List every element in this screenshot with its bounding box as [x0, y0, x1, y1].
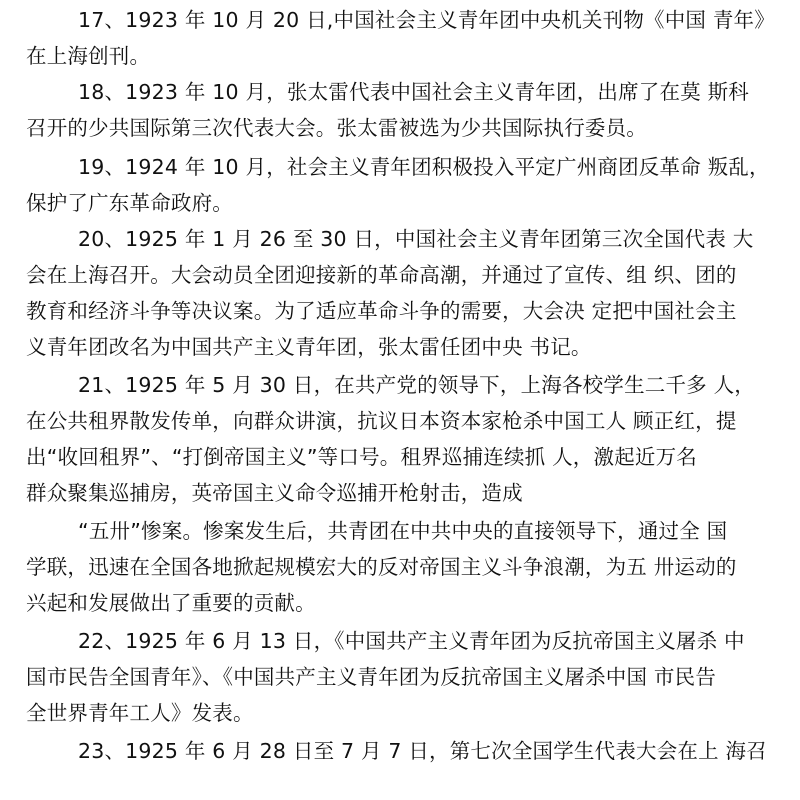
paragraph-20-line-3: 教育和经济斗争等决议案。为了适应革命斗争的需要，大会决 定把中国社会主 [26, 299, 737, 323]
paragraph-20-line-4: 义青年团改名为中国共产主义青年团，张太雷任团中央 书记。 [26, 335, 592, 359]
document-page [26, 0, 778, 800]
paragraph-19-line-1: 19、1924 年 10 月，社会主义青年团积极投入平定广州商团反革命 叛乱， [78, 155, 770, 179]
paragraph-19-line-2: 保护了广东革命政府。 [26, 191, 233, 215]
paragraph-20-line-1: 20、1925 年 1 月 26 至 30 日，中国社会主义青年团第三次全国代表 大 [78, 227, 754, 251]
paragraph-18-line-1: 18、1923 年 10 月，张太雷代表中国社会主义青年团，出席了在莫 斯科 [78, 80, 750, 104]
paragraph-22-line-2: 国市民告全国青年》、《中国共产主义青年团为反抗帝国主义屠杀中国 市民告 [26, 665, 717, 689]
paragraph-22-line-3: 全世界青年工人》发表。 [26, 701, 254, 725]
paragraph-23-line-1: 23、1925 年 6 月 28 日至 7 月 7 日，第七次全国学生代表大会在上 海召 [78, 739, 767, 763]
paragraph-21-line-6: 学联，迅速在全国各地掀起规模宏大的反对帝国主义斗争浪潮，为五 卅运动的 [26, 555, 737, 579]
paragraph-21-line-7: 兴起和发展做出了重要的贡献。 [26, 591, 316, 615]
paragraph-22-line-1: 22、1925 年 6 月 13 日，《中国共产主义青年团为反抗帝国主义屠杀 中 [78, 629, 745, 653]
paragraph-17-line-1: 17、1923 年 10 月 20 日,中国社会主义青年团中央机关刊物《中国 青年》 [78, 8, 775, 32]
paragraph-17-line-2: 在上海创刊。 [26, 44, 151, 68]
paragraph-21-line-2: 在公共租界散发传单，向群众讲演，抗议日本资本家枪杀中国工人 顾正红，提 [26, 409, 737, 433]
paragraph-21-line-5: “五卅”惨案。惨案发生后，共青团在中共中央的直接领导下，通过全 国 [78, 519, 728, 543]
paragraph-18-line-2: 召开的少共国际第三次代表大会。张太雷被选为少共国际执行委员。 [26, 116, 647, 140]
paragraph-21-line-1: 21、1925 年 5 月 30 日，在共产党的领导下，上海各校学生二千多 人， [78, 373, 755, 397]
paragraph-20-line-2: 会在上海召开。大会动员全团迎接新的革命高潮，并通过了宣传、组 织、团的 [26, 263, 737, 287]
paragraph-21-line-4: 群众聚集巡捕房，英帝国主义命令巡捕开枪射击，造成 [26, 481, 523, 505]
paragraph-21-line-3: 出“收回租界”、“打倒帝国主义”等口号。租界巡捕连续抓 人，激起近万名 [26, 445, 697, 469]
